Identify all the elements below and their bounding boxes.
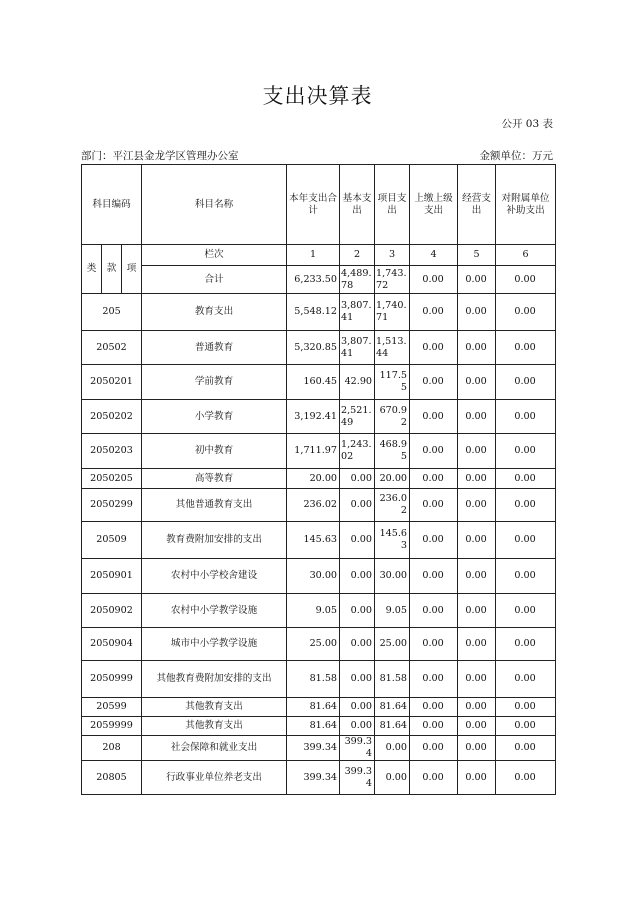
- table-row: [82, 698, 556, 717]
- total-value: 4,489.78: [340, 266, 375, 294]
- col-num: 6: [496, 245, 556, 266]
- header-lei: 类: [82, 245, 102, 294]
- amount-cell: 399.34: [287, 761, 340, 795]
- table-row: [82, 331, 556, 365]
- header-basic: 基本支出: [340, 165, 375, 245]
- table-row: [82, 522, 556, 559]
- amount-cell: 42.90: [340, 365, 375, 400]
- amount-cell: 0.00: [458, 559, 496, 594]
- table-row: [82, 365, 556, 400]
- amount-cell: 0.00: [496, 294, 556, 331]
- amount-cell: 0.00: [410, 331, 458, 365]
- table-row: [82, 736, 556, 761]
- amount-cell: 1,243.02: [340, 434, 375, 469]
- amount-cell: 0.00: [458, 469, 496, 489]
- amount-cell: 0.00: [458, 489, 496, 522]
- amount-cell: 81.64: [375, 717, 410, 736]
- page-title: 支出决算表: [262, 84, 373, 108]
- amount-cell: 81.58: [287, 661, 340, 698]
- amount-cell: 0.00: [410, 489, 458, 522]
- amount-cell: 399.34: [340, 736, 375, 761]
- amount-cell: 1,740.71: [375, 294, 410, 331]
- amount-cell: 0.00: [410, 522, 458, 559]
- table-row: [82, 489, 556, 522]
- amount-cell: 0.00: [410, 736, 458, 761]
- total-value: 6,233.50: [287, 266, 340, 294]
- amount-cell: 0.00: [340, 628, 375, 661]
- header-total: 本年支出合计: [287, 165, 340, 245]
- total-value: 1,743.72: [375, 266, 410, 294]
- amount-cell: 0.00: [375, 761, 410, 795]
- amount-cell: 0.00: [410, 365, 458, 400]
- header-row: [82, 165, 556, 245]
- amount-cell: 0.00: [458, 434, 496, 469]
- amount-cell: 399.34: [287, 736, 340, 761]
- amount-cell: 0.00: [410, 717, 458, 736]
- amount-cell: 0.00: [410, 661, 458, 698]
- table-row: [82, 661, 556, 698]
- amount-cell: 0.00: [340, 559, 375, 594]
- subject-name: 城市中小学教学设施: [142, 628, 287, 661]
- amount-cell: 0.00: [410, 761, 458, 795]
- col-num: 5: [458, 245, 496, 266]
- amount-cell: 0.00: [458, 294, 496, 331]
- amount-cell: 5,548.12: [287, 294, 340, 331]
- amount-cell: 0.00: [410, 400, 458, 434]
- amount-cell: 236.02: [287, 489, 340, 522]
- subject-name: 农村中小学校舍建设: [142, 559, 287, 594]
- col-num: 4: [410, 245, 458, 266]
- subject-code: 20509: [82, 522, 142, 559]
- amount-cell: 30.00: [375, 559, 410, 594]
- header-project: 项目支出: [375, 165, 410, 245]
- amount-cell: 0.00: [375, 736, 410, 761]
- header-name: 科目名称: [142, 165, 287, 245]
- header-business: 经营支出: [458, 165, 496, 245]
- amount-cell: 5,320.85: [287, 331, 340, 365]
- subject-code: 20599: [82, 698, 142, 717]
- amount-cell: 0.00: [496, 717, 556, 736]
- subject-code: 2050299: [82, 489, 142, 522]
- amount-cell: 0.00: [458, 628, 496, 661]
- amount-cell: 236.02: [375, 489, 410, 522]
- column-label: 栏次: [142, 245, 287, 266]
- subject-name: 其他教育支出: [142, 717, 287, 736]
- amount-cell: 0.00: [496, 594, 556, 628]
- total-value: 0.00: [496, 266, 556, 294]
- amount-cell: 399.34: [340, 761, 375, 795]
- amount-cell: 0.00: [458, 365, 496, 400]
- amount-cell: 0.00: [410, 628, 458, 661]
- col-num: 2: [340, 245, 375, 266]
- amount-cell: 0.00: [458, 698, 496, 717]
- subject-code: 2050901: [82, 559, 142, 594]
- amount-cell: 9.05: [287, 594, 340, 628]
- amount-cell: 670.92: [375, 400, 410, 434]
- subject-name: 行政事业单位养老支出: [142, 761, 287, 795]
- amount-cell: 0.00: [496, 434, 556, 469]
- header-upper: 上缴上级支出: [410, 165, 458, 245]
- amount-cell: 0.00: [496, 628, 556, 661]
- table-row: [82, 594, 556, 628]
- amount-cell: 0.00: [340, 698, 375, 717]
- subject-code: 2059999: [82, 717, 142, 736]
- amount-cell: 3,192.41: [287, 400, 340, 434]
- subject-code: 20805: [82, 761, 142, 795]
- amount-cell: 0.00: [458, 522, 496, 559]
- amount-cell: 145.63: [287, 522, 340, 559]
- total-value: 0.00: [458, 266, 496, 294]
- subject-code: 20502: [82, 331, 142, 365]
- col-num: 1: [287, 245, 340, 266]
- subject-code: 2050904: [82, 628, 142, 661]
- subject-code: 2050205: [82, 469, 142, 489]
- amount-cell: 0.00: [410, 294, 458, 331]
- amount-cell: 0.00: [496, 661, 556, 698]
- amount-cell: 0.00: [458, 594, 496, 628]
- header-xiang: 项: [122, 245, 142, 294]
- header-code: 科目编码: [82, 165, 142, 245]
- amount-cell: 0.00: [410, 559, 458, 594]
- amount-cell: 0.00: [496, 761, 556, 795]
- subject-name: 初中教育: [142, 434, 287, 469]
- table-row: [82, 469, 556, 489]
- amount-cell: 0.00: [410, 698, 458, 717]
- amount-cell: 0.00: [410, 594, 458, 628]
- unit-label: 金额单位：万元: [479, 150, 553, 162]
- subject-code: 205: [82, 294, 142, 331]
- subject-code: 2050999: [82, 661, 142, 698]
- table-row: [82, 559, 556, 594]
- amount-cell: 117.55: [375, 365, 410, 400]
- table-row: [82, 434, 556, 469]
- amount-cell: 30.00: [287, 559, 340, 594]
- amount-cell: 0.00: [496, 469, 556, 489]
- amount-cell: 0.00: [340, 594, 375, 628]
- subject-name: 其他普通教育支出: [142, 489, 287, 522]
- column-number-row: [82, 245, 556, 266]
- subject-name: 其他教育费附加安排的支出: [142, 661, 287, 698]
- subject-name: 农村中小学教学设施: [142, 594, 287, 628]
- amount-cell: 0.00: [458, 400, 496, 434]
- subject-name: 教育费附加安排的支出: [142, 522, 287, 559]
- amount-cell: 81.64: [287, 698, 340, 717]
- amount-cell: 81.64: [375, 698, 410, 717]
- subject-code: 2050201: [82, 365, 142, 400]
- subject-name: 学前教育: [142, 365, 287, 400]
- form-number: 公开 03 表: [501, 118, 553, 130]
- amount-cell: 25.00: [287, 628, 340, 661]
- total-value: 0.00: [410, 266, 458, 294]
- amount-cell: 0.00: [496, 331, 556, 365]
- amount-cell: 0.00: [496, 522, 556, 559]
- amount-cell: 0.00: [410, 469, 458, 489]
- amount-cell: 0.00: [340, 661, 375, 698]
- amount-cell: 0.00: [340, 489, 375, 522]
- amount-cell: 0.00: [458, 736, 496, 761]
- subject-name: 其他教育支出: [142, 698, 287, 717]
- amount-cell: 0.00: [458, 331, 496, 365]
- amount-cell: 20.00: [287, 469, 340, 489]
- amount-cell: 3,807.41: [340, 331, 375, 365]
- subject-name: 教育支出: [142, 294, 287, 331]
- amount-cell: 9.05: [375, 594, 410, 628]
- amount-cell: 81.58: [375, 661, 410, 698]
- amount-cell: 145.63: [375, 522, 410, 559]
- subject-name: 普通教育: [142, 331, 287, 365]
- amount-cell: 468.95: [375, 434, 410, 469]
- header-kuan: 款: [102, 245, 122, 294]
- table-row: [82, 761, 556, 795]
- amount-cell: 0.00: [340, 469, 375, 489]
- subject-name: 社会保障和就业支出: [142, 736, 287, 761]
- amount-cell: 3,807.41: [340, 294, 375, 331]
- amount-cell: 0.00: [410, 434, 458, 469]
- amount-cell: 0.00: [496, 736, 556, 761]
- amount-cell: 0.00: [496, 489, 556, 522]
- amount-cell: 0.00: [496, 365, 556, 400]
- amount-cell: 20.00: [375, 469, 410, 489]
- amount-cell: 1,711.97: [287, 434, 340, 469]
- subject-code: 2050902: [82, 594, 142, 628]
- department-label: 部门：平江县金龙学区管理办公室: [81, 150, 239, 162]
- table-row: [82, 628, 556, 661]
- subject-code: 2050202: [82, 400, 142, 434]
- amount-cell: 0.00: [496, 559, 556, 594]
- amount-cell: 0.00: [340, 522, 375, 559]
- amount-cell: 0.00: [458, 761, 496, 795]
- subject-name: 高等教育: [142, 469, 287, 489]
- amount-cell: 160.45: [287, 365, 340, 400]
- amount-cell: 1,513.44: [375, 331, 410, 365]
- table-row: [82, 400, 556, 434]
- amount-cell: 0.00: [340, 717, 375, 736]
- subject-name: 小学教育: [142, 400, 287, 434]
- subject-code: 2050203: [82, 434, 142, 469]
- amount-cell: 25.00: [375, 628, 410, 661]
- amount-cell: 2,521.49: [340, 400, 375, 434]
- expenditure-table: [81, 164, 556, 795]
- total-row: [82, 266, 556, 294]
- subject-code: 208: [82, 736, 142, 761]
- total-label: 合计: [142, 266, 287, 294]
- amount-cell: 81.64: [287, 717, 340, 736]
- col-num: 3: [375, 245, 410, 266]
- table-row: [82, 294, 556, 331]
- amount-cell: 0.00: [458, 661, 496, 698]
- table-row: [82, 717, 556, 736]
- amount-cell: 0.00: [496, 400, 556, 434]
- header-subsidy: 对附属单位补助支出: [496, 165, 556, 245]
- amount-cell: 0.00: [458, 717, 496, 736]
- amount-cell: 0.00: [496, 698, 556, 717]
